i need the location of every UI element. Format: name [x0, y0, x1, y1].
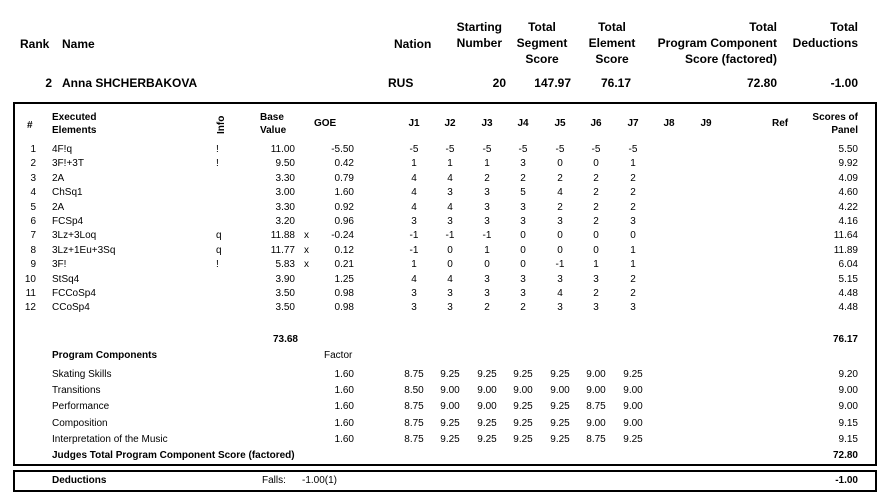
element-judge-score: 4	[557, 187, 563, 199]
falls-label: Falls:	[262, 475, 286, 486]
judge-header: J1	[408, 118, 420, 129]
element-judge-score: 1	[630, 158, 636, 170]
total-element-label-2: Element	[588, 36, 636, 50]
element-judge-score: 2	[630, 273, 636, 285]
element-name: 3F!	[52, 259, 67, 271]
component-panel-score: 9.20	[838, 369, 858, 380]
component-name: Interpretation of the Music	[52, 433, 168, 445]
judge-header: J8	[663, 118, 675, 129]
element-judge-score: 3	[520, 201, 526, 213]
element-judge-score: 4	[447, 273, 453, 285]
total-segment-label-3: Score	[525, 52, 559, 66]
component-judge-score: 9.25	[513, 433, 533, 445]
component-name: Performance	[52, 401, 110, 413]
component-judge-score: 9.25	[623, 369, 643, 380]
element-panel-score: 5.50	[838, 144, 858, 155]
component-judge-score: 8.75	[404, 433, 424, 445]
element-base-value: 11.88	[270, 230, 295, 242]
element-judge-score: 0	[484, 259, 490, 271]
element-panel-score: 4.16	[838, 216, 858, 227]
nation-label: Nation	[394, 37, 432, 51]
element-judge-score: 5	[520, 187, 526, 199]
element-goe: 0.79	[334, 172, 354, 184]
col-executed-header-2: Elements	[52, 125, 97, 136]
component-judge-score: 9.25	[477, 417, 497, 429]
component-judge-score: 9.25	[513, 417, 533, 429]
element-panel-score: 11.89	[833, 244, 858, 256]
element-name: FCSp4	[52, 216, 84, 227]
rank-label: Rank	[20, 37, 50, 51]
pcs-total-label: Judges Total Program Component Score (factored)	[52, 450, 295, 461]
component-judge-score: 9.00	[550, 385, 570, 397]
element-judge-score: -1	[482, 230, 492, 242]
element-judge-score: 2	[630, 172, 636, 184]
element-number: 3	[30, 172, 36, 184]
element-panel-score: 4.48	[838, 288, 858, 299]
component-judge-score: 9.25	[440, 417, 460, 429]
total-element-label-1: Total	[598, 20, 626, 34]
total-deductions-label-2: Deductions	[792, 36, 858, 50]
element-number: 7	[30, 230, 36, 242]
element-base-value: 3.30	[275, 172, 295, 184]
skater-total-deductions: -1.00	[830, 76, 858, 90]
component-factor: 1.60	[334, 401, 354, 413]
element-info: !	[216, 158, 219, 170]
element-number: 2	[30, 158, 36, 170]
element-judge-score: 3	[484, 273, 490, 285]
name-label: Name	[62, 37, 95, 51]
element-judge-score: 2	[593, 187, 599, 199]
element-judge-score: 3	[447, 187, 453, 199]
element-base-value: 3.20	[275, 216, 295, 227]
judge-header: J6	[590, 118, 602, 129]
component-judge-score: 9.25	[550, 433, 570, 445]
element-base-value: 3.90	[275, 273, 295, 285]
element-base-value: 3.50	[275, 288, 295, 299]
element-judge-score: 2	[557, 201, 563, 213]
element-goe: 0.12	[334, 244, 354, 256]
element-goe: -5.50	[331, 144, 354, 155]
deductions-total: -1.00	[835, 475, 858, 486]
element-judge-score: 3	[484, 288, 490, 299]
element-judge-score: 1	[447, 158, 453, 170]
element-judge-score: 2	[630, 201, 636, 213]
total-segment-label-1: Total	[528, 20, 556, 34]
element-judge-score: 3	[593, 273, 599, 285]
component-panel-score: 9.15	[838, 433, 858, 445]
component-judge-score: 8.75	[404, 417, 424, 429]
pcs-total: 72.80	[832, 450, 858, 461]
skater-total-segment: 147.97	[534, 76, 571, 90]
base-total: 73.68	[272, 334, 298, 345]
elements-total: 76.17	[832, 334, 858, 345]
component-judge-score: 9.25	[477, 369, 497, 380]
element-base-value: 5.83	[275, 259, 295, 271]
element-judge-score: 1	[593, 259, 599, 271]
element-judge-score: 2	[593, 201, 599, 213]
element-judge-score: 0	[557, 244, 563, 256]
starting-number-label-2: Number	[456, 36, 502, 50]
component-judge-score: 9.00	[440, 401, 460, 413]
component-judge-score: 9.00	[440, 385, 460, 397]
element-judge-score: 1	[484, 158, 490, 170]
component-judge-score: 9.00	[477, 385, 497, 397]
element-number: 8	[30, 244, 36, 256]
element-number: 11	[25, 288, 36, 299]
element-judge-score: -1	[445, 230, 455, 242]
component-judge-score: 8.50	[404, 385, 424, 397]
element-panel-score: 5.15	[838, 273, 858, 285]
component-judge-score: 9.00	[623, 417, 643, 429]
col-scores-header-2: Panel	[831, 125, 858, 136]
element-judge-score: 4	[411, 273, 417, 285]
component-judge-score: 9.25	[513, 401, 533, 413]
element-judge-score: -5	[445, 144, 455, 155]
element-goe: 1.25	[334, 273, 354, 285]
skater-total-pcs: 72.80	[746, 76, 777, 90]
element-judge-score: 3	[484, 201, 490, 213]
element-judge-score: 2	[557, 172, 563, 184]
col-scores-header-1: Scores of	[812, 112, 858, 123]
element-judge-score: 3	[630, 302, 636, 314]
element-judge-score: 0	[447, 244, 453, 256]
element-judge-score: -5	[409, 144, 419, 155]
col-executed-header-1: Executed	[52, 112, 97, 123]
element-judge-score: 2	[593, 288, 599, 299]
skater-name: Anna SHCHERBAKOVA	[62, 76, 198, 90]
judge-header: J7	[627, 118, 639, 129]
element-panel-score: 4.09	[838, 172, 858, 184]
total-deductions-label-1: Total	[830, 20, 858, 34]
component-judge-score: 9.00	[477, 401, 497, 413]
element-bonus-mark: x	[304, 244, 309, 256]
element-judge-score: 3	[520, 158, 526, 170]
component-panel-score: 9.00	[838, 401, 858, 413]
element-number: 4	[30, 187, 36, 199]
component-name: Transitions	[52, 385, 101, 397]
col-num-header: #	[27, 120, 33, 131]
components-title: Program Components	[52, 350, 158, 361]
element-judge-score: 1	[630, 259, 636, 271]
element-info: q	[216, 244, 222, 256]
judge-header: J5	[554, 118, 566, 129]
element-judge-score: 0	[520, 244, 526, 256]
element-goe: 0.21	[334, 259, 354, 271]
starting-number-label-1: Starting	[456, 20, 502, 34]
element-info: !	[216, 259, 219, 271]
element-judge-score: 0	[520, 230, 526, 242]
element-judge-score: 4	[411, 201, 417, 213]
element-judge-score: 1	[411, 259, 417, 271]
component-judge-score: 9.25	[623, 433, 643, 445]
element-judge-score: 4	[447, 172, 453, 184]
component-judge-score: 9.25	[550, 417, 570, 429]
component-judge-score: 9.00	[623, 401, 643, 413]
element-goe: 0.92	[334, 201, 354, 213]
element-number: 1	[30, 144, 36, 155]
component-factor: 1.60	[334, 433, 354, 445]
element-judge-score: 2	[484, 172, 490, 184]
element-judge-score: 0	[557, 230, 563, 242]
element-judge-score: 4	[411, 187, 417, 199]
element-judge-score: 1	[630, 244, 636, 256]
skater-starting-number: 20	[492, 76, 506, 90]
element-judge-score: 3	[520, 216, 526, 227]
component-judge-score: 8.75	[404, 369, 424, 380]
element-info: q	[216, 230, 222, 242]
element-judge-score: 0	[447, 259, 453, 271]
element-judge-score: -5	[555, 144, 565, 155]
element-number: 6	[30, 216, 36, 227]
element-judge-score: 1	[411, 158, 417, 170]
element-judge-score: 3	[411, 288, 417, 299]
component-judge-score: 9.00	[586, 369, 606, 380]
element-judge-score: -1	[409, 244, 419, 256]
element-judge-score: 3	[520, 288, 526, 299]
element-bonus-mark: x	[304, 230, 309, 242]
element-name: 3Lz+1Eu+3Sq	[52, 244, 116, 256]
element-judge-score: 3	[484, 187, 490, 199]
element-base-value: 3.50	[275, 302, 295, 314]
element-name: CCoSp4	[52, 302, 90, 314]
element-judge-score: 3	[447, 288, 453, 299]
element-base-value: 3.30	[275, 201, 295, 213]
total-pcs-label-1: Total	[749, 20, 777, 34]
element-judge-score: 4	[411, 172, 417, 184]
col-info-header-wrap	[214, 115, 230, 140]
total-pcs-label-3: Score (factored)	[684, 52, 777, 66]
skater-rank: 2	[45, 76, 52, 90]
element-judge-score: 4	[557, 288, 563, 299]
element-judge-score: -5	[518, 144, 528, 155]
component-name: Composition	[52, 417, 108, 429]
element-judge-score: 0	[630, 230, 636, 242]
element-judge-score: 3	[593, 302, 599, 314]
element-name: 2A	[52, 172, 65, 184]
element-judge-score: 2	[630, 288, 636, 299]
element-goe: 0.98	[334, 302, 354, 314]
element-panel-score: 4.60	[838, 187, 858, 199]
element-judge-score: 2	[520, 172, 526, 184]
skater-total-element: 76.17	[600, 76, 631, 90]
component-factor: 1.60	[334, 385, 354, 397]
total-element-label-3: Score	[595, 52, 629, 66]
element-info: !	[216, 144, 219, 155]
element-judge-score: -5	[482, 144, 492, 155]
judge-header: J4	[517, 118, 529, 129]
element-name: 3Lz+3Loq	[52, 230, 97, 242]
element-judge-score: 0	[520, 259, 526, 271]
element-judge-score: 0	[557, 158, 563, 170]
element-name: 4F!q	[52, 144, 73, 155]
component-judge-score: 9.25	[440, 369, 460, 380]
judge-header: J2	[444, 118, 456, 129]
judge-header: J9	[700, 118, 712, 129]
element-judge-score: 2	[630, 187, 636, 199]
component-judge-score: 8.75	[404, 401, 424, 413]
col-base-header-2: Value	[260, 125, 287, 136]
element-judge-score: 3	[447, 302, 453, 314]
element-judge-score: 3	[520, 273, 526, 285]
element-judge-score: 0	[593, 244, 599, 256]
element-judge-score: 3	[411, 302, 417, 314]
element-judge-score: 0	[593, 230, 599, 242]
element-number: 9	[30, 259, 36, 271]
element-judge-score: -1	[409, 230, 419, 242]
element-name: 3F!+3T	[52, 158, 84, 170]
element-panel-score: 9.92	[838, 158, 858, 170]
component-factor: 1.60	[334, 369, 354, 380]
element-judge-score: -1	[555, 259, 565, 271]
element-judge-score: 3	[484, 216, 490, 227]
element-name: FCCoSp4	[52, 288, 96, 299]
total-pcs-label-2: Program Component	[657, 36, 777, 50]
component-judge-score: 9.25	[513, 369, 533, 380]
component-judge-score: 9.25	[550, 401, 570, 413]
deductions-panel	[13, 470, 877, 492]
element-number: 12	[24, 302, 36, 314]
element-panel-score: 11.64	[833, 230, 858, 242]
element-goe: 1.60	[334, 187, 354, 199]
element-judge-score: -5	[628, 144, 638, 155]
element-judge-score: 3	[447, 216, 453, 227]
col-ref-header: Ref	[772, 118, 789, 129]
element-base-value: 11.77	[270, 244, 295, 256]
element-panel-score: 4.22	[838, 201, 858, 213]
component-name: Skating Skills	[52, 369, 112, 380]
component-factor: 1.60	[334, 417, 354, 429]
element-base-value: 9.50	[275, 158, 295, 170]
component-panel-score: 9.00	[838, 385, 858, 397]
col-goe-header: GOE	[314, 118, 337, 129]
element-judge-score: 2	[593, 216, 599, 227]
skater-nation: RUS	[388, 76, 414, 90]
element-panel-score: 6.04	[838, 259, 858, 271]
component-judge-score: 9.00	[623, 385, 643, 397]
element-number: 10	[24, 273, 36, 285]
element-name: StSq4	[52, 273, 80, 285]
component-judge-score: 9.25	[477, 433, 497, 445]
component-panel-score: 9.15	[838, 417, 858, 429]
judge-header: J3	[481, 118, 493, 129]
element-goe: 0.42	[334, 158, 354, 170]
col-base-header-1: Base	[260, 112, 284, 123]
total-segment-label-2: Segment	[516, 36, 568, 50]
element-panel-score: 4.48	[838, 302, 858, 314]
element-judge-score: 2	[520, 302, 526, 314]
component-judge-score: 9.00	[586, 385, 606, 397]
element-judge-score: 3	[557, 216, 563, 227]
falls-value: -1.00(1)	[302, 475, 338, 486]
component-judge-score: 9.25	[440, 433, 460, 445]
component-judge-score: 9.00	[513, 385, 533, 397]
element-judge-score: 3	[411, 216, 417, 227]
element-judge-score: 3	[630, 216, 636, 227]
component-judge-score: 8.75	[586, 401, 606, 413]
element-judge-score: 1	[484, 244, 490, 256]
element-number: 5	[30, 201, 36, 213]
element-goe: -0.24	[331, 230, 354, 242]
element-base-value: 11.00	[270, 144, 295, 155]
element-judge-score: 3	[557, 302, 563, 314]
component-judge-score: 9.00	[586, 417, 606, 429]
element-judge-score: -5	[591, 144, 601, 155]
element-goe: 0.96	[334, 216, 354, 227]
element-judge-score: 3	[557, 273, 563, 285]
element-bonus-mark: x	[304, 259, 309, 271]
component-judge-score: 9.25	[550, 369, 570, 380]
factor-label: Factor	[324, 350, 353, 361]
deductions-label: Deductions	[52, 475, 107, 486]
element-goe: 0.98	[334, 288, 354, 299]
component-judge-score: 8.75	[586, 433, 606, 445]
element-name: 2A	[52, 201, 65, 213]
element-judge-score: 4	[447, 201, 453, 213]
element-judge-score: 0	[593, 158, 599, 170]
element-judge-score: 2	[593, 172, 599, 184]
col-info-header: Info	[216, 115, 227, 134]
element-base-value: 3.00	[275, 187, 295, 199]
element-judge-score: 2	[484, 302, 490, 314]
element-name: ChSq1	[52, 187, 83, 199]
